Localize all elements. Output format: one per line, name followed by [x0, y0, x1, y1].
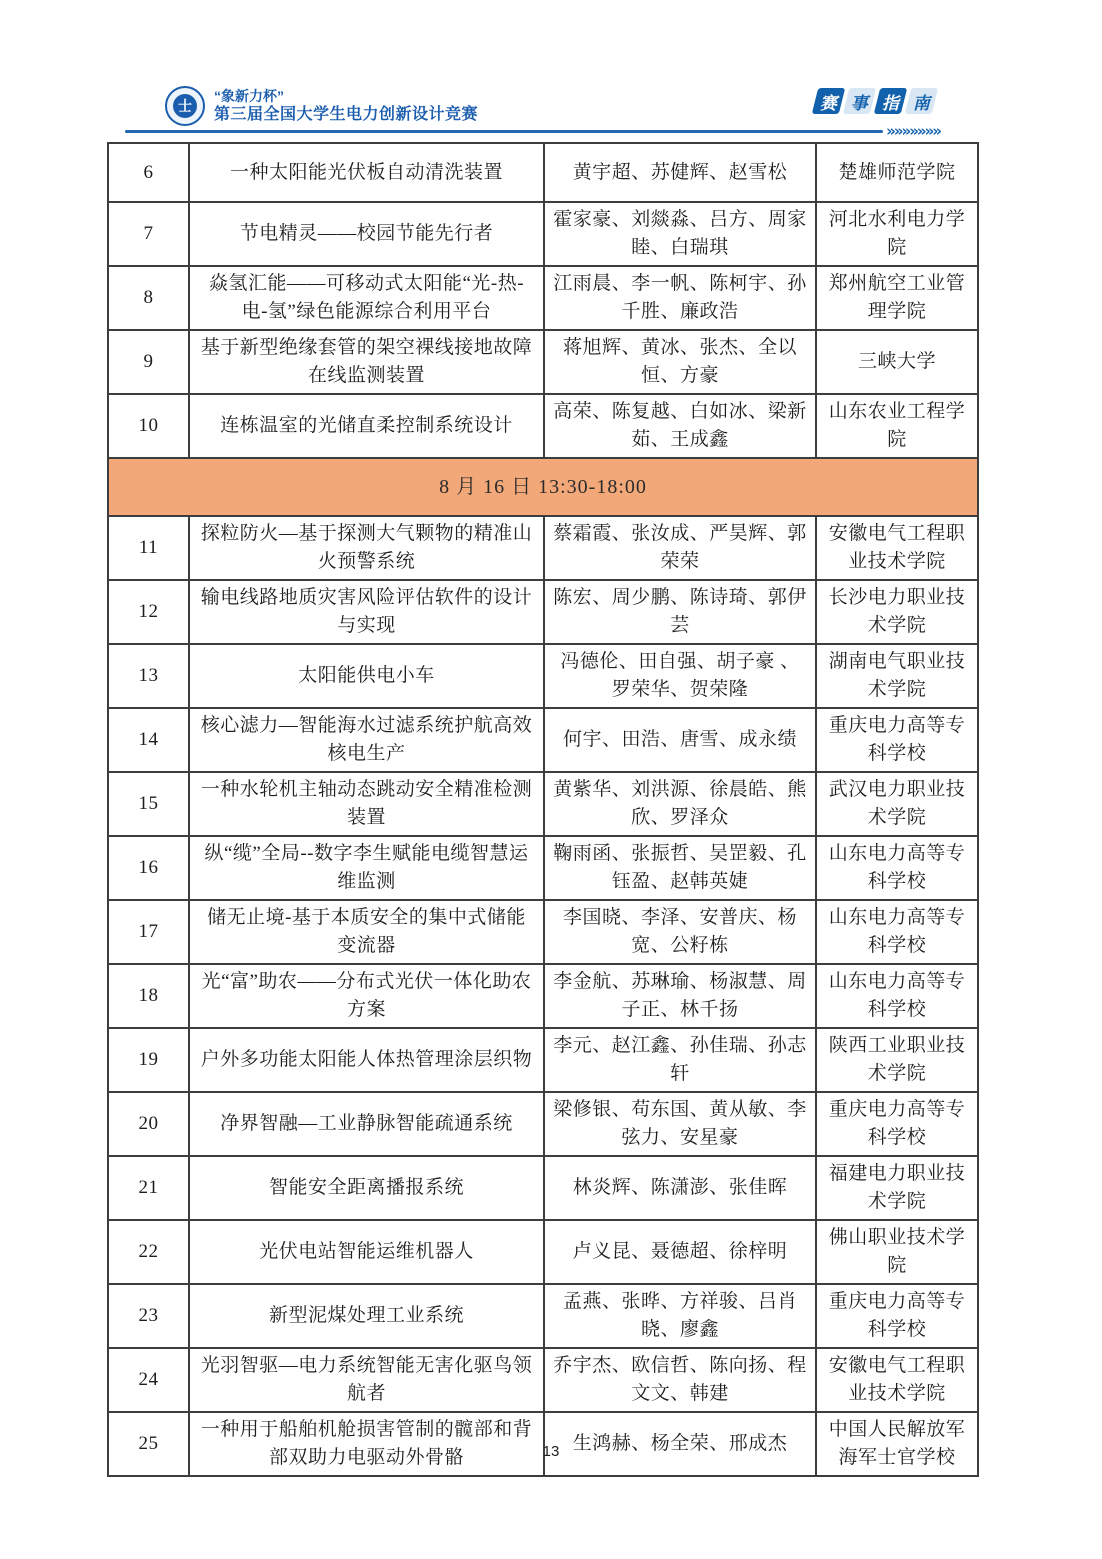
row-number: 18: [108, 964, 189, 1028]
guide-badge-char-1: 赛: [812, 88, 845, 114]
project-title: 纵“缆”全局--数字李生赋能电缆智慧运维监测: [189, 836, 544, 900]
project-title: 光“富”助农——分布式光伏一体化助农方案: [189, 964, 544, 1028]
project-title: 光羽智驱—电力系统智能无害化驱鸟领航者: [189, 1348, 544, 1412]
project-title: 焱氢汇能——可移动式太阳能“光-热-电-氢”绿色能源综合利用平台: [189, 266, 544, 330]
project-title: 一种水轮机主轴动态跳动安全精准检测装置: [189, 772, 544, 836]
team-members: 生鸿赫、杨全荣、邢成杰: [544, 1412, 816, 1476]
team-members: 乔宇杰、欧信哲、陈向扬、程文文、韩建: [544, 1348, 816, 1412]
team-members: 蒋旭辉、黄冰、张杰、全以恒、方豪: [544, 330, 816, 394]
table-row: [108, 516, 978, 580]
chevrons-icon: »»»»»»»: [886, 122, 940, 140]
schedule-table-body: [108, 143, 978, 1476]
project-title: 新型泥煤处理工业系统: [189, 1284, 544, 1348]
table-row: [108, 772, 978, 836]
table-row: [108, 202, 978, 266]
school-name: 长沙电力职业技术学院: [816, 580, 978, 644]
project-title: 太阳能供电小车: [189, 644, 544, 708]
row-number: 16: [108, 836, 189, 900]
team-members: 梁修银、苟东国、黄从敏、李弦力、安星豪: [544, 1092, 816, 1156]
table-row: [108, 330, 978, 394]
row-number: 6: [108, 143, 189, 202]
school-name: 河北水利电力学院: [816, 202, 978, 266]
team-members: 黄宇超、苏健辉、赵雪松: [544, 143, 816, 202]
session-banner-label: 8 月 16 日 13:30-18:00: [108, 458, 978, 516]
project-title: 一种太阳能光伏板自动清洗装置: [189, 143, 544, 202]
page-number: 13: [542, 1443, 560, 1460]
school-name: 三峡大学: [816, 330, 978, 394]
table-row: [108, 836, 978, 900]
project-title: 节电精灵——校园节能先行者: [189, 202, 544, 266]
team-members: 霍家豪、刘燚淼、吕方、周家睦、白瑞琪: [544, 202, 816, 266]
row-number: 12: [108, 580, 189, 644]
competition-cup-name: “象新力杯”: [214, 87, 284, 104]
school-name: 重庆电力高等专科学校: [816, 1284, 978, 1348]
team-members: 江雨晨、李一帆、陈柯宇、孙千胜、廉政浩: [544, 266, 816, 330]
row-number: 8: [108, 266, 189, 330]
project-title: 探粒防火—基于探测大气颗物的精准山火预警系统: [189, 516, 544, 580]
project-title: 储无止境-基于本质安全的集中式储能变流器: [189, 900, 544, 964]
project-title: 连栋温室的光储直柔控制系统设计: [189, 394, 544, 458]
school-name: 山东电力高等专科学校: [816, 900, 978, 964]
school-name: 楚雄师范学院: [816, 143, 978, 202]
table-row: [108, 644, 978, 708]
guide-badge-char-3: 指: [874, 88, 907, 114]
project-title: 核心滤力—智能海水过滤系统护航高效核电生产: [189, 708, 544, 772]
school-name: 湖南电气职业技术学院: [816, 644, 978, 708]
row-number: 14: [108, 708, 189, 772]
table-row: [108, 1348, 978, 1412]
team-members: 蔡霜霞、张汝成、严昊辉、郭荣荣: [544, 516, 816, 580]
project-title: 光伏电站智能运维机器人: [189, 1220, 544, 1284]
guide-badge: [815, 88, 935, 114]
row-number: 25: [108, 1412, 189, 1476]
school-name: 安徽电气工程职业技术学院: [816, 516, 978, 580]
team-members: 李金航、苏琳瑜、杨淑慧、周子正、林千扬: [544, 964, 816, 1028]
row-number: 19: [108, 1028, 189, 1092]
header-rule-line: [125, 130, 883, 133]
team-members: 黄紫华、刘洪源、徐晨皓、熊欣、罗泽众: [544, 772, 816, 836]
table-row: [108, 266, 978, 330]
table-row: [108, 900, 978, 964]
table-row: [108, 580, 978, 644]
competition-full-name: 第三届全国大学生电力创新设计竞赛: [214, 105, 479, 123]
row-number: 21: [108, 1156, 189, 1220]
row-number: 17: [108, 900, 189, 964]
row-number: 23: [108, 1284, 189, 1348]
row-number: 24: [108, 1348, 189, 1412]
row-number: 11: [108, 516, 189, 580]
competition-logo-emblem: 士: [173, 94, 197, 118]
table-row: [108, 1092, 978, 1156]
row-number: 20: [108, 1092, 189, 1156]
school-name: 山东电力高等专科学校: [816, 836, 978, 900]
row-number: 7: [108, 202, 189, 266]
guide-badge-char-4: 南: [905, 88, 938, 114]
team-members: 李国晓、李泽、安普庆、杨宽、公籽栋: [544, 900, 816, 964]
schedule-table: [107, 142, 979, 1477]
project-title: 一种用于船舶机舱损害管制的髋部和背部双助力电驱动外骨骼: [189, 1412, 544, 1476]
school-name: 重庆电力高等专科学校: [816, 708, 978, 772]
table-row: [108, 1028, 978, 1092]
team-members: 林炎辉、陈潇澎、张佳晖: [544, 1156, 816, 1220]
row-number: 13: [108, 644, 189, 708]
header-rule: [125, 122, 940, 140]
table-row: [108, 708, 978, 772]
table-row: [108, 394, 978, 458]
school-name: 武汉电力职业技术学院: [816, 772, 978, 836]
school-name: 陕西工业职业技术学院: [816, 1028, 978, 1092]
school-name: 安徽电气工程职业技术学院: [816, 1348, 978, 1412]
school-name: 福建电力职业技术学院: [816, 1156, 978, 1220]
team-members: 鞠雨函、张振哲、吴罡毅、孔钰盈、赵韩英婕: [544, 836, 816, 900]
table-row: [108, 143, 978, 202]
row-number: 9: [108, 330, 189, 394]
table-row: [108, 1220, 978, 1284]
team-members: 李元、赵江鑫、孙佳瑞、孙志轩: [544, 1028, 816, 1092]
team-members: 高荣、陈复越、白如冰、梁新茹、王成鑫: [544, 394, 816, 458]
project-title: 输电线路地质灾害风险评估软件的设计与实现: [189, 580, 544, 644]
header-brand: [165, 86, 478, 126]
project-title: 户外多功能太阳能人体热管理涂层织物: [189, 1028, 544, 1092]
team-members: 卢义昆、聂德超、徐梓明: [544, 1220, 816, 1284]
school-name: 中国人民解放军海军士官学校: [816, 1412, 978, 1476]
school-name: 郑州航空工业管理学院: [816, 266, 978, 330]
guide-badge-char-2: 事: [843, 88, 876, 114]
row-number: 15: [108, 772, 189, 836]
competition-logo-icon: [165, 86, 205, 126]
header-titles: [214, 88, 478, 125]
table-row: [108, 1156, 978, 1220]
school-name: 佛山职业技术学院: [816, 1220, 978, 1284]
project-title: 基于新型绝缘套管的架空裸线接地故障在线监测装置: [189, 330, 544, 394]
project-title: 净界智融—工业静脉智能疏通系统: [189, 1092, 544, 1156]
team-members: 何宇、田浩、唐雪、成永绩: [544, 708, 816, 772]
table-row: [108, 1284, 978, 1348]
project-title: 智能安全距离播报系统: [189, 1156, 544, 1220]
school-name: 山东农业工程学院: [816, 394, 978, 458]
session-banner-row: [108, 458, 978, 516]
row-number: 22: [108, 1220, 189, 1284]
table-row: [108, 964, 978, 1028]
team-members: 陈宏、周少鹏、陈诗琦、郭伊芸: [544, 580, 816, 644]
team-members: 孟燕、张晔、方祥骏、吕肖晓、廖鑫: [544, 1284, 816, 1348]
schedule-table-wrap: [107, 142, 977, 1477]
school-name: 山东电力高等专科学校: [816, 964, 978, 1028]
team-members: 冯德伦、田自强、胡子豪 、罗荣华、贺荣隆: [544, 644, 816, 708]
school-name: 重庆电力高等专科学校: [816, 1092, 978, 1156]
row-number: 10: [108, 394, 189, 458]
